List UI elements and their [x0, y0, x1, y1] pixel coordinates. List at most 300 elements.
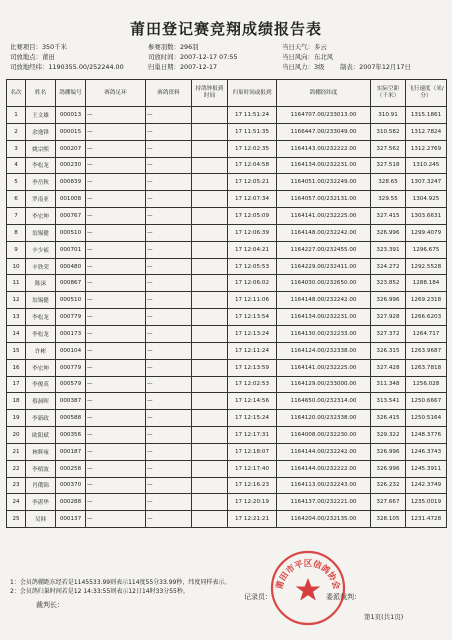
table-cell: 329.55	[371, 191, 406, 208]
table-cell: 17 12:20:19	[228, 494, 277, 511]
table-cell: —	[146, 460, 192, 477]
table-cell	[192, 494, 228, 511]
table-row	[7, 410, 447, 427]
table-cell: —	[86, 191, 146, 208]
table-cell: 326.996	[371, 292, 406, 309]
table-cell: 1164141.00/232225.00	[277, 208, 371, 225]
table-cell: 000839	[56, 174, 86, 191]
table-cell: —	[146, 494, 192, 511]
recorder-label: 记录员：	[244, 593, 272, 601]
table-cell: 1164057.00/232131.00	[277, 191, 371, 208]
table-cell: 17 12:13:54	[228, 309, 277, 326]
table-cell	[192, 208, 228, 225]
table-cell	[192, 410, 228, 427]
table-row	[7, 325, 447, 342]
table-cell: 1164008.00/232230.00	[277, 427, 371, 444]
made-date: 制表：2007年12月17日	[340, 63, 411, 71]
col-header: 鸽棚编号	[56, 80, 86, 107]
table-cell: 17 12:13:59	[228, 359, 277, 376]
table-cell: 1164137.00/232221.00	[277, 494, 371, 511]
table-cell: 17 12:15:24	[228, 410, 277, 427]
table-cell: 肖俄锦	[26, 477, 56, 494]
table-header-row	[7, 80, 447, 107]
table-cell: 000230	[56, 157, 86, 174]
table-cell: 327.928	[371, 309, 406, 326]
table-row	[7, 208, 447, 225]
table-cell: 326.232	[371, 477, 406, 494]
col-header: 姓名	[26, 80, 56, 107]
table-cell: 000510	[56, 292, 86, 309]
table-cell	[192, 107, 228, 124]
table-cell: —	[146, 275, 192, 292]
table-cell: —	[146, 208, 192, 225]
table-cell: 17 12:05:53	[228, 258, 277, 275]
table-cell: 326.996	[371, 224, 406, 241]
table-cell: 1307.3247	[406, 174, 447, 191]
table-cell: 1164030.00/232650.00	[277, 275, 371, 292]
table-cell: —	[146, 292, 192, 309]
table-cell: 17 12:17:40	[228, 460, 277, 477]
table-cell: 17 12:04:21	[228, 241, 277, 258]
table-cell	[192, 292, 228, 309]
table-cell: —	[86, 460, 146, 477]
table-cell: 1164143.00/232222.00	[277, 140, 371, 157]
table-cell: 1292.5528	[406, 258, 447, 275]
table-cell: 10	[7, 258, 26, 275]
table-cell: 1310.245	[406, 157, 447, 174]
table-cell	[192, 477, 228, 494]
table-cell: 3	[7, 140, 26, 157]
table-cell: 12	[7, 292, 26, 309]
table-cell: 17 12:17:31	[228, 427, 277, 444]
table-cell: 328.105	[371, 511, 406, 528]
table-row	[7, 224, 447, 241]
table-cell: 1242.3749	[406, 477, 447, 494]
table-cell: 王文雄	[26, 107, 56, 124]
results-table	[6, 79, 447, 528]
table-cell: 17 12:11:06	[228, 292, 277, 309]
table-cell: 5	[7, 174, 26, 191]
table-cell: —	[146, 157, 192, 174]
table-cell: 1164144.00/232222.00	[277, 460, 371, 477]
table-cell: 1250.6667	[406, 393, 447, 410]
table-cell: 李植波	[26, 460, 56, 477]
table-cell: 000173	[56, 325, 86, 342]
table-cell: 1264.717	[406, 325, 447, 342]
table-cell	[192, 359, 228, 376]
footnote-2: 2：会员鸽归巢时间若是12 14:33:55则表示12日14时33分55秒。	[10, 588, 189, 595]
table-cell: 20	[7, 427, 26, 444]
wind-direction: 当日风向：东北风	[282, 53, 334, 61]
committee-label: 委派裁判：	[326, 593, 361, 601]
table-cell: —	[86, 123, 146, 140]
table-row	[7, 460, 447, 477]
results-body	[7, 107, 447, 528]
table-cell: 17 12:06:02	[228, 275, 277, 292]
table-cell: 1164204.00/232135.00	[277, 511, 371, 528]
table-cell: 李松龙	[26, 325, 56, 342]
col-header: 实际空距（千米）	[371, 80, 406, 107]
table-cell	[192, 191, 228, 208]
table-cell: 22	[7, 460, 26, 477]
table-cell: 323.852	[371, 275, 406, 292]
table-cell: —	[86, 494, 146, 511]
table-cell: 1296.675	[406, 241, 447, 258]
table-cell: —	[86, 224, 146, 241]
table-cell: 吴韩	[26, 511, 56, 528]
table-cell: 327.415	[371, 208, 406, 225]
table-cell: 326.996	[371, 443, 406, 460]
table-cell: 1164130.00/232233.00	[277, 325, 371, 342]
table-cell	[192, 258, 228, 275]
col-header: 名次	[7, 80, 26, 107]
table-cell: 1312.2769	[406, 140, 447, 157]
table-cell: 328.65	[371, 174, 406, 191]
table-cell: —	[146, 191, 192, 208]
table-cell: —	[146, 393, 192, 410]
table-cell: 1164134.00/232231.00	[277, 309, 371, 326]
table-cell: 1248.3776	[406, 427, 447, 444]
seal-star-icon	[296, 578, 321, 601]
table-row	[7, 342, 447, 359]
referee-label: 裁判长：	[36, 601, 64, 609]
table-cell: 1164120.00/232338.00	[277, 410, 371, 427]
table-cell	[192, 427, 228, 444]
table-cell: —	[86, 258, 146, 275]
association-seal	[268, 548, 348, 628]
table-cell: 17 12:11:24	[228, 342, 277, 359]
table-cell: —	[86, 140, 146, 157]
release-time: 司放时间：2007-12-17 07:55	[148, 53, 238, 61]
table-cell: —	[146, 123, 192, 140]
table-cell: 1164141.00/232225.00	[277, 359, 371, 376]
table-cell: 19	[7, 410, 26, 427]
table-cell: —	[146, 224, 192, 241]
table-cell: 000480	[56, 258, 86, 275]
table-cell: 000779	[56, 359, 86, 376]
table-cell	[192, 140, 228, 157]
footnote-1: 1：会员鸽棚距东经若是1145533.99则表示114度55分33.99秒，纬度同样表示。	[10, 579, 231, 586]
table-cell: 1263.7818	[406, 359, 447, 376]
table-row	[7, 258, 447, 275]
table-cell: 翁锡健	[26, 292, 56, 309]
table-row	[7, 443, 447, 460]
table-cell: 323.391	[371, 241, 406, 258]
table-cell: —	[86, 359, 146, 376]
table-cell: 17	[7, 376, 26, 393]
table-cell: 1164134.00/232231.00	[277, 157, 371, 174]
table-cell: —	[146, 309, 192, 326]
return-date: 归巢日期：2007-12-17	[148, 63, 218, 71]
table-cell: 李宏坤	[26, 208, 56, 225]
table-cell: 17 12:07:34	[228, 191, 277, 208]
table-cell: 李新政	[26, 410, 56, 427]
table-cell: 蔡洞晖	[26, 393, 56, 410]
table-cell: 1164227.00/232455.00	[277, 241, 371, 258]
table-cell: —	[86, 208, 146, 225]
table-cell	[192, 174, 228, 191]
table-cell: 17 11:51:24	[228, 107, 277, 124]
table-cell: 1164144.00/232242.00	[277, 443, 371, 460]
table-cell: —	[86, 511, 146, 528]
table-cell: 1164051.00/232249.00	[277, 174, 371, 191]
table-cell: 324.272	[371, 258, 406, 275]
table-cell: 327.372	[371, 325, 406, 342]
table-row	[7, 241, 447, 258]
table-cell: 15	[7, 342, 26, 359]
table-cell: 罗南亚	[26, 191, 56, 208]
table-cell: —	[86, 275, 146, 292]
table-cell: 000370	[56, 477, 86, 494]
table-cell: 1245.3911	[406, 460, 447, 477]
table-cell: 000258	[56, 460, 86, 477]
table-cell: 326.996	[371, 460, 406, 477]
table-row	[7, 123, 447, 140]
table-cell: —	[146, 376, 192, 393]
table-cell: 11	[7, 275, 26, 292]
footnotes	[10, 578, 230, 596]
table-cell: 辛铁荣	[26, 258, 56, 275]
table-cell: —	[146, 410, 192, 427]
svg-text:莆田市平区信鸽协会: 莆田市平区信鸽协会	[274, 559, 342, 591]
table-cell: 327.562	[371, 140, 406, 157]
table-cell: 313.541	[371, 393, 406, 410]
table-row	[7, 376, 447, 393]
table-cell: 1256.028	[406, 376, 447, 393]
col-header: 归巢时间或报到	[228, 80, 277, 107]
table-cell: —	[146, 174, 192, 191]
table-cell: 000387	[56, 393, 86, 410]
table-cell: 326.415	[371, 410, 406, 427]
table-cell: —	[146, 511, 192, 528]
table-cell: 1266.6203	[406, 309, 447, 326]
table-cell: 000356	[56, 427, 86, 444]
table-cell	[192, 275, 228, 292]
table-cell: 000867	[56, 275, 86, 292]
table-cell: 1269.2318	[406, 292, 447, 309]
table-cell: —	[86, 443, 146, 460]
table-cell: 310.582	[371, 123, 406, 140]
race-item: 比赛项目：350千米	[10, 43, 67, 51]
table-cell: 13	[7, 309, 26, 326]
table-cell: 1164229.00/232411.00	[277, 258, 371, 275]
table-cell: 1164148.00/232242.00	[277, 292, 371, 309]
table-cell: 1303.6631	[406, 208, 447, 225]
col-header: 持鸽钟报到时间	[192, 80, 228, 107]
table-cell: 1166447.00/233049.00	[277, 123, 371, 140]
table-cell: —	[146, 443, 192, 460]
table-cell: 1164113.00/232243.00	[277, 477, 371, 494]
table-cell	[192, 309, 228, 326]
table-cell: —	[146, 107, 192, 124]
table-cell: 1246.3743	[406, 443, 447, 460]
table-cell: 1164129.00/233000.00	[277, 376, 371, 393]
table-cell: —	[146, 477, 192, 494]
table-cell: 000015	[56, 123, 86, 140]
table-cell: —	[146, 258, 192, 275]
table-cell	[192, 376, 228, 393]
table-cell: 17 12:13:24	[228, 325, 277, 342]
table-cell: 陈沫	[26, 275, 56, 292]
table-cell: 2	[7, 123, 26, 140]
col-header: 赛鸽足环	[86, 80, 146, 107]
table-cell: 1	[7, 107, 26, 124]
table-cell: 326.315	[371, 342, 406, 359]
table-cell: 李俊英	[26, 376, 56, 393]
report-title: 莆田登记赛竞翔成绩报告表	[129, 20, 322, 38]
table-row	[7, 174, 447, 191]
table-cell: 000137	[56, 511, 86, 528]
table-cell: —	[86, 157, 146, 174]
table-cell: —	[86, 241, 146, 258]
wind-force: 当日风力：3级	[282, 63, 325, 71]
table-cell: —	[86, 174, 146, 191]
table-cell: 16	[7, 359, 26, 376]
table-cell: 1288.184	[406, 275, 447, 292]
table-cell: 000767	[56, 208, 86, 225]
table-cell: 001008	[56, 191, 86, 208]
table-cell: —	[86, 410, 146, 427]
table-cell: 1164707.00/233013.00	[277, 107, 371, 124]
table-cell	[192, 325, 228, 342]
table-cell: 000588	[56, 410, 86, 427]
table-cell: 17 12:05:09	[228, 208, 277, 225]
table-row	[7, 477, 447, 494]
table-cell: 17 12:06:39	[228, 224, 277, 241]
table-cell: 24	[7, 494, 26, 511]
table-cell: —	[146, 427, 192, 444]
table-cell: 余逸锋	[26, 123, 56, 140]
table-cell: 327.667	[371, 494, 406, 511]
table-cell: 17 12:05:21	[228, 174, 277, 191]
table-cell	[192, 224, 228, 241]
table-cell: 000013	[56, 107, 86, 124]
table-cell	[192, 443, 228, 460]
table-cell: 000510	[56, 224, 86, 241]
table-cell	[192, 123, 228, 140]
table-cell: 1235.0019	[406, 494, 447, 511]
table-cell: 14	[7, 325, 26, 342]
table-cell: —	[86, 292, 146, 309]
table-cell: 姚宗熙	[26, 140, 56, 157]
table-cell: 000579	[56, 376, 86, 393]
table-cell: 李宏坤	[26, 359, 56, 376]
table-cell: 1164650.00/232314.00	[277, 393, 371, 410]
col-header: 飞行速度（米/分）	[406, 80, 447, 107]
table-cell: —	[86, 342, 146, 359]
table-cell	[192, 511, 228, 528]
table-cell: —	[86, 393, 146, 410]
table-cell: 311.348	[371, 376, 406, 393]
table-cell: —	[86, 309, 146, 326]
release-place: 司放地点：莆田	[10, 53, 55, 61]
table-row	[7, 393, 447, 410]
table-cell: 1263.9687	[406, 342, 447, 359]
table-row	[7, 292, 447, 309]
table-cell: 欧阳斌	[26, 427, 56, 444]
table-cell: 1312.7824	[406, 123, 447, 140]
table-cell: 17 12:21:21	[228, 511, 277, 528]
table-row	[7, 107, 447, 124]
table-cell: 1164148.00/232242.00	[277, 224, 371, 241]
table-cell	[192, 157, 228, 174]
table-cell	[192, 393, 228, 410]
table-cell: —	[146, 140, 192, 157]
table-cell: —	[86, 376, 146, 393]
table-cell: 000288	[56, 494, 86, 511]
table-cell: 17 11:51:35	[228, 123, 277, 140]
col-header: 赛鸽资料	[146, 80, 192, 107]
entries-count: 参赛羽数：296羽	[148, 43, 199, 51]
table-row	[7, 275, 447, 292]
table-cell: —	[146, 359, 192, 376]
table-cell	[192, 241, 228, 258]
table-cell: —	[146, 342, 192, 359]
table-cell: 李湛华	[26, 494, 56, 511]
table-cell	[192, 342, 228, 359]
table-cell: 8	[7, 224, 26, 241]
table-cell: —	[146, 325, 192, 342]
table-cell: 000104	[56, 342, 86, 359]
table-cell: 000187	[56, 443, 86, 460]
table-cell: 李岳秋	[26, 174, 56, 191]
col-header: 鸽棚经纬度	[277, 80, 371, 107]
page-number: 第1页(共1页)	[364, 613, 404, 621]
table-cell: —	[86, 477, 146, 494]
table-cell: —	[86, 325, 146, 342]
table-cell: 000207	[56, 140, 86, 157]
table-cell: 许彬	[26, 342, 56, 359]
table-cell: —	[86, 427, 146, 444]
table-cell: 1164124.00/232338.00	[277, 342, 371, 359]
table-row	[7, 359, 447, 376]
table-cell: 9	[7, 241, 26, 258]
release-coords: 司放地经纬：1190355.00/252244.00	[10, 63, 124, 71]
table-cell: 17 12:16:23	[228, 477, 277, 494]
table-cell: 李松龙	[26, 157, 56, 174]
table-cell: 17 12:02:53	[228, 376, 277, 393]
table-cell: 18	[7, 393, 26, 410]
table-row	[7, 157, 447, 174]
table-cell: 000701	[56, 241, 86, 258]
table-cell: 1299.4079	[406, 224, 447, 241]
table-cell: 329.322	[371, 427, 406, 444]
table-cell: 000779	[56, 309, 86, 326]
table-row	[7, 140, 447, 157]
table-cell: 310.91	[371, 107, 406, 124]
table-cell: 17 12:02:35	[228, 140, 277, 157]
table-row	[7, 309, 447, 326]
table-cell: —	[86, 107, 146, 124]
table-cell: 翁锡健	[26, 224, 56, 241]
table-cell: —	[146, 241, 192, 258]
table-cell: 1231.4728	[406, 511, 447, 528]
table-cell: 1304.925	[406, 191, 447, 208]
table-cell: 林辉雍	[26, 443, 56, 460]
table-cell	[192, 460, 228, 477]
table-cell: 17 12:18:07	[228, 443, 277, 460]
table-row	[7, 511, 447, 528]
table-cell: 21	[7, 443, 26, 460]
table-cell: 1315.1861	[406, 107, 447, 124]
table-row	[7, 191, 447, 208]
table-cell: 李松龙	[26, 309, 56, 326]
weather: 当日天气：多云	[282, 43, 327, 51]
table-cell: 17 12:14:56	[228, 393, 277, 410]
table-cell: 17 12:04:58	[228, 157, 277, 174]
table-cell: 327.518	[371, 157, 406, 174]
table-row	[7, 427, 447, 444]
